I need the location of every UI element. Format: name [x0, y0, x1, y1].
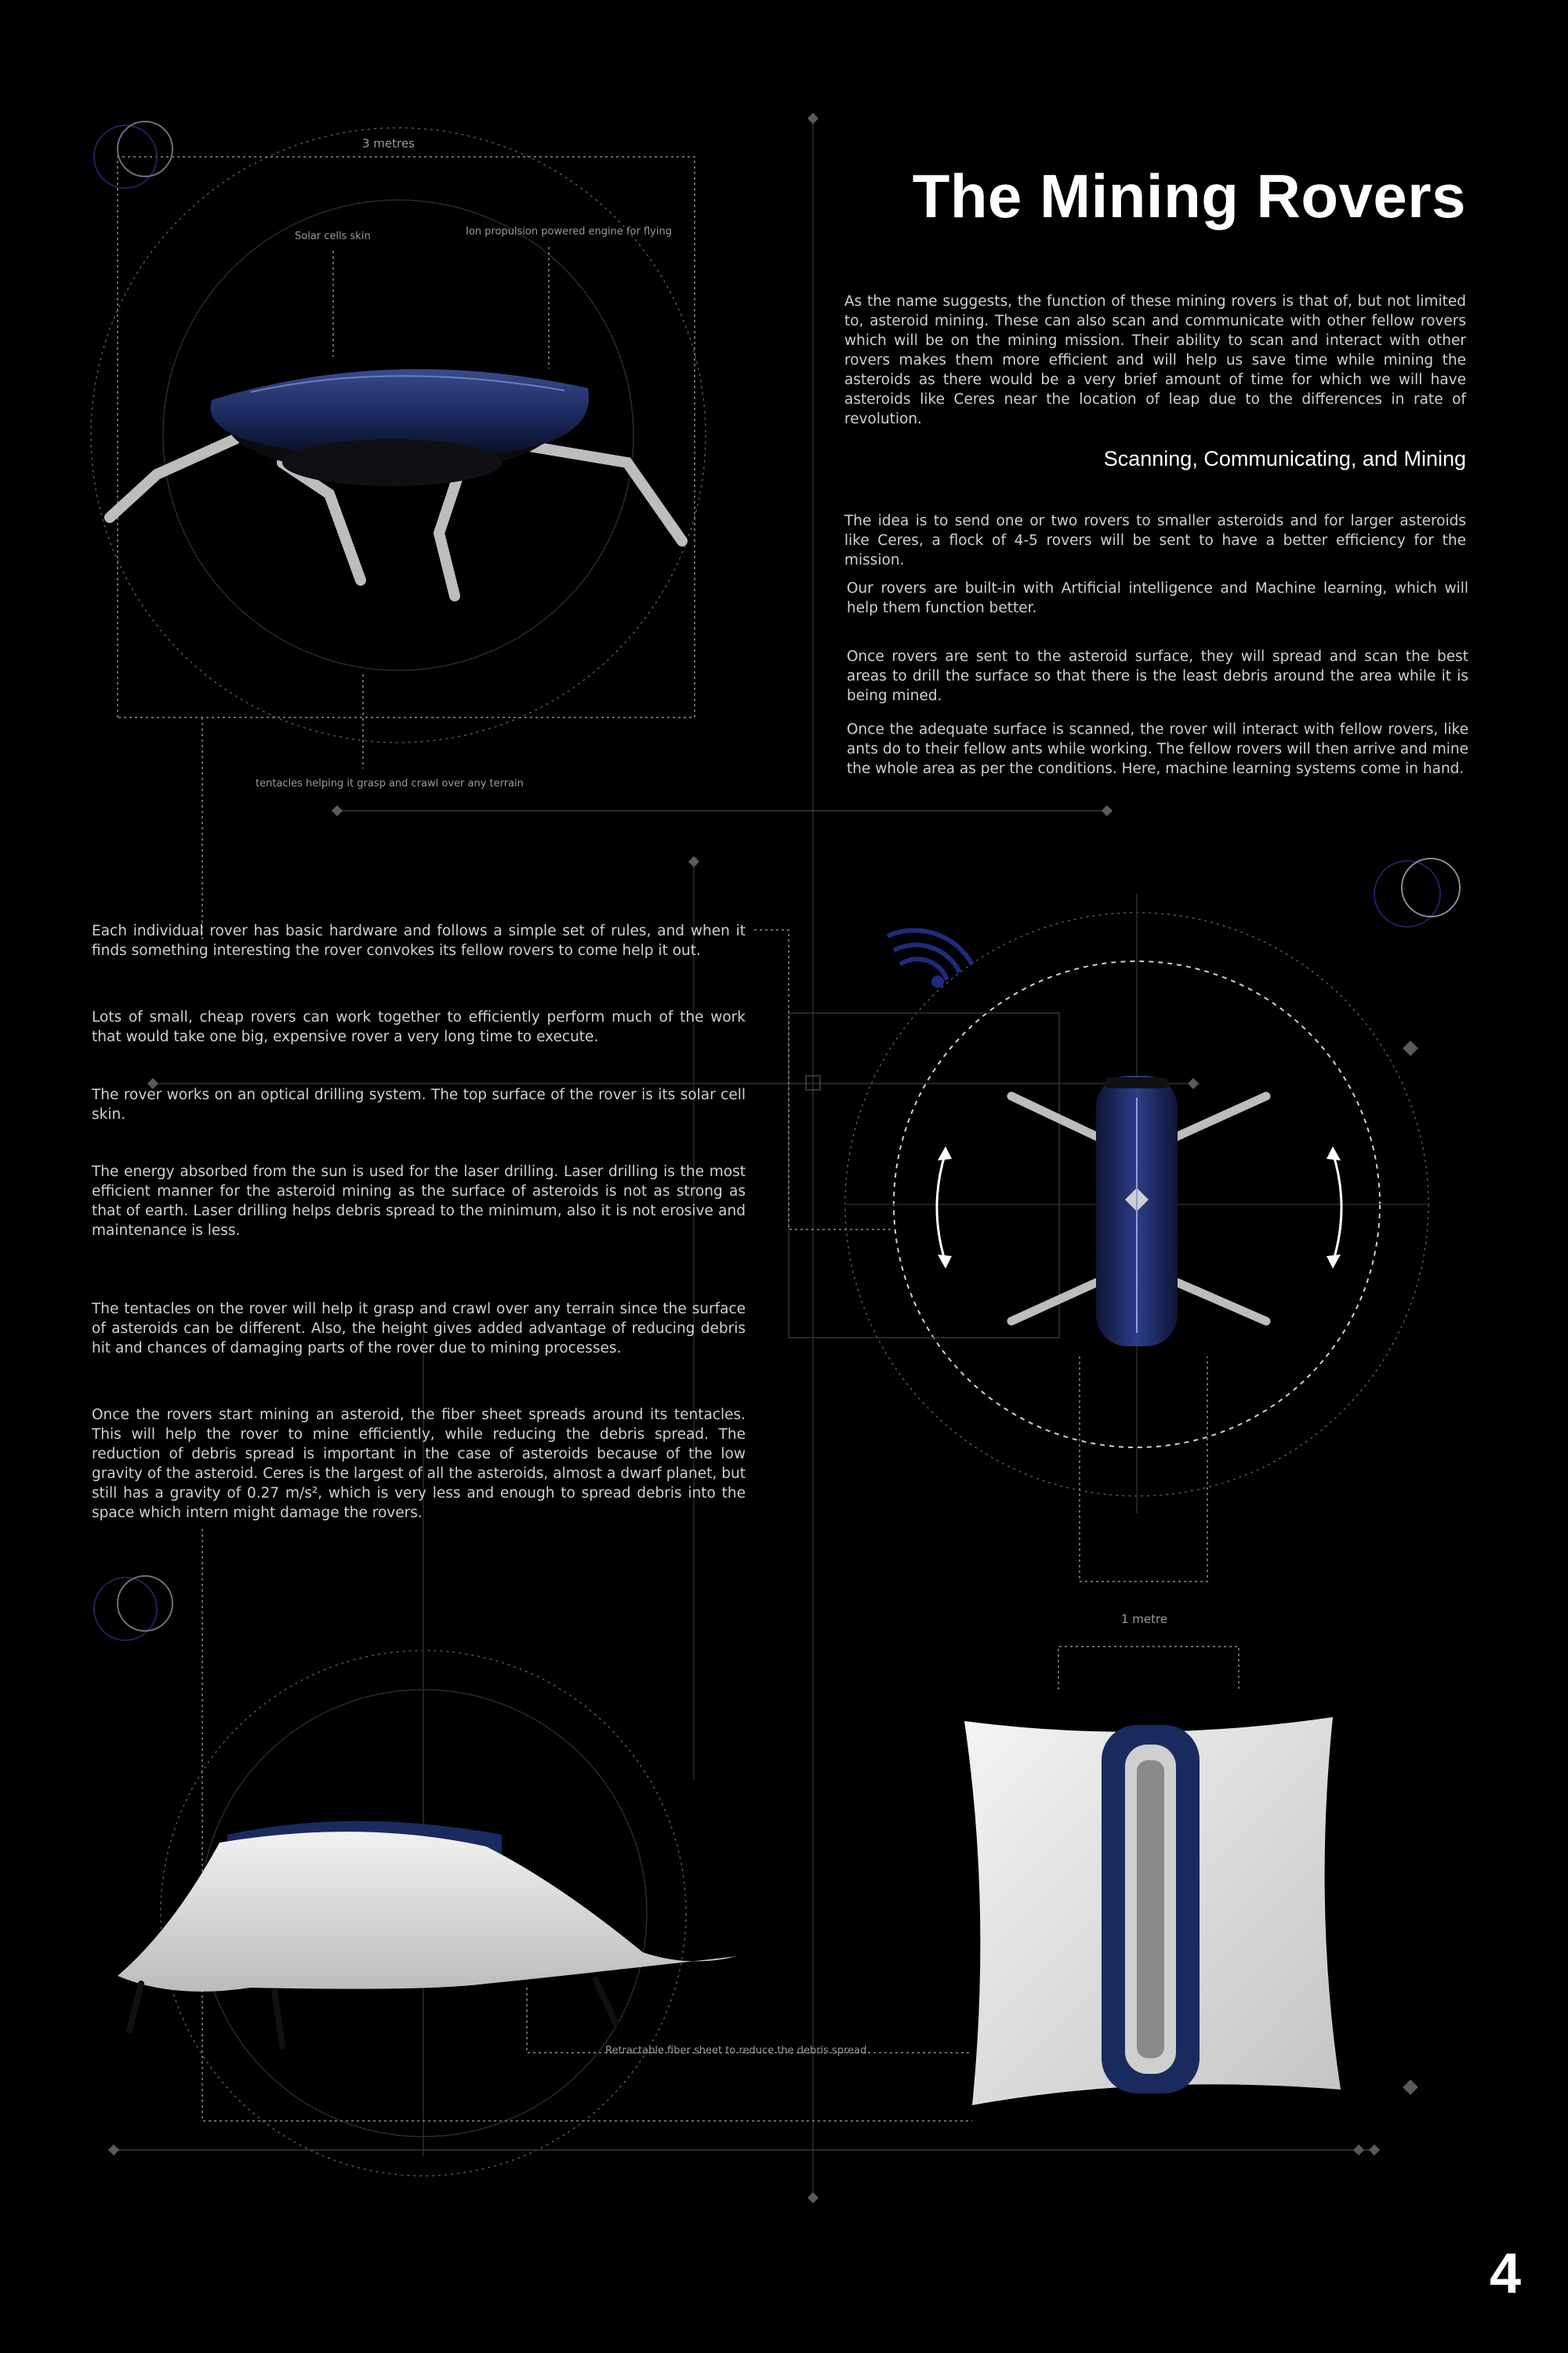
intro-paragraph: As the name suggests, the function of these mining rovers is that of, but not limited to, asteroid mining. These can also scan and communicate with other fellow rovers which will be on the mining mission. Their ability to scan and interact with other rovers makes them more efficient and will help us save time while mining the asteroids as there would be a very brief amount of time for which we will have asteroids like Ceres near the location of leap due to the differences in rate of revolution. [844, 293, 1466, 427]
right-paragraph-3: Once rovers are sent to the asteroid surface, they will spread and scan the best areas to drill the surface so that there is the least debris around the area while it is being mined. [847, 648, 1468, 704]
left-paragraph-6: Once the rovers start mining an asteroid, the fiber sheet spreads around its tentacles. This will help the rover to mine efficiently, while reducing the debris spread. The reduction of debris spread is important in the case of asteroids because of the low gravity of the asteroid. Ceres is the largest of all the asteroids, almost a dwarf planet, but still has a gravity of 0.27 m/s², which is very less and enough to spread debris into the space which intern might damage the rovers. [92, 1407, 746, 1521]
left-paragraph-1: Each individual rover has basic hardware and follows a simple set of rules, and when it finds something interesting the rover convokes its fellow rovers to come help it out. [92, 923, 746, 959]
left-paragraph-4: The energy absorbed from the sun is used for the laser drilling. Laser drilling is the most efficient manner for the asteroid mining as the surface of asteroids is not as strong as that of earth. Laser drilling helps debris spread to the minimum, also it is not erosive and maintenance is less. [92, 1164, 746, 1239]
solar-skin-label: Solar cells skin [295, 231, 371, 242]
right-paragraph-1: The idea is to send one or two rovers to smaller asteroids and for larger asteroids like Ceres, a flock of 4-5 rovers will be sent to have a better efficiency for the mission. [844, 513, 1466, 568]
ion-engine-label: Ion propulsion powered engine for flying [466, 226, 672, 238]
dimension-label-3m: 3 metres [362, 136, 415, 151]
rover-side-view-image [94, 329, 721, 612]
rover-with-fiber-sheet-side-image [94, 1811, 753, 2062]
section-subtitle: Scanning, Communicating, and Mining [1103, 447, 1466, 470]
left-paragraph-5: The tentacles on the rover will help it grasp and crawl over any terrain since the surface of asteroids can be different. Also, the height gives added advantage of reducing debris hit and chances of damaging parts of the rover due to mining processes. [92, 1301, 746, 1356]
rover-with-fiber-sheet-top-image [956, 1713, 1348, 2109]
left-paragraph-3: The rover works on an optical drilling system. The top surface of the rover is its solar cell skin. [92, 1087, 746, 1123]
rover-top-view-image [996, 1066, 1278, 1356]
right-paragraph-4: Once the adequate surface is scanned, the rover will interact with fellow rovers, like ants do to their fellow ants while working. The fellow rovers will then arrive and mine the whole area as per the conditions. Here, machine learning systems come in hand. [847, 721, 1468, 777]
page-number: 4 [1489, 2242, 1521, 2305]
dimension-label-1m: 1 metre [1121, 1612, 1168, 1626]
tentacles-label: tentacles helping it grasp and crawl over any terrain [256, 778, 524, 790]
left-paragraph-2: Lots of small, cheap rovers can work together to efficiently perform much of the work that would take one big, expensive rover a very long time to execute. [92, 1009, 746, 1045]
right-paragraph-2: Our rovers are built-in with Artificial intelligence and Machine learning, which will help them function better. [847, 580, 1468, 616]
page-title: The Mining Rovers [912, 162, 1466, 231]
fiber-sheet-label: Retractable fiber sheet to reduce the debris spread [605, 2045, 867, 2057]
signal-icon [887, 931, 972, 986]
